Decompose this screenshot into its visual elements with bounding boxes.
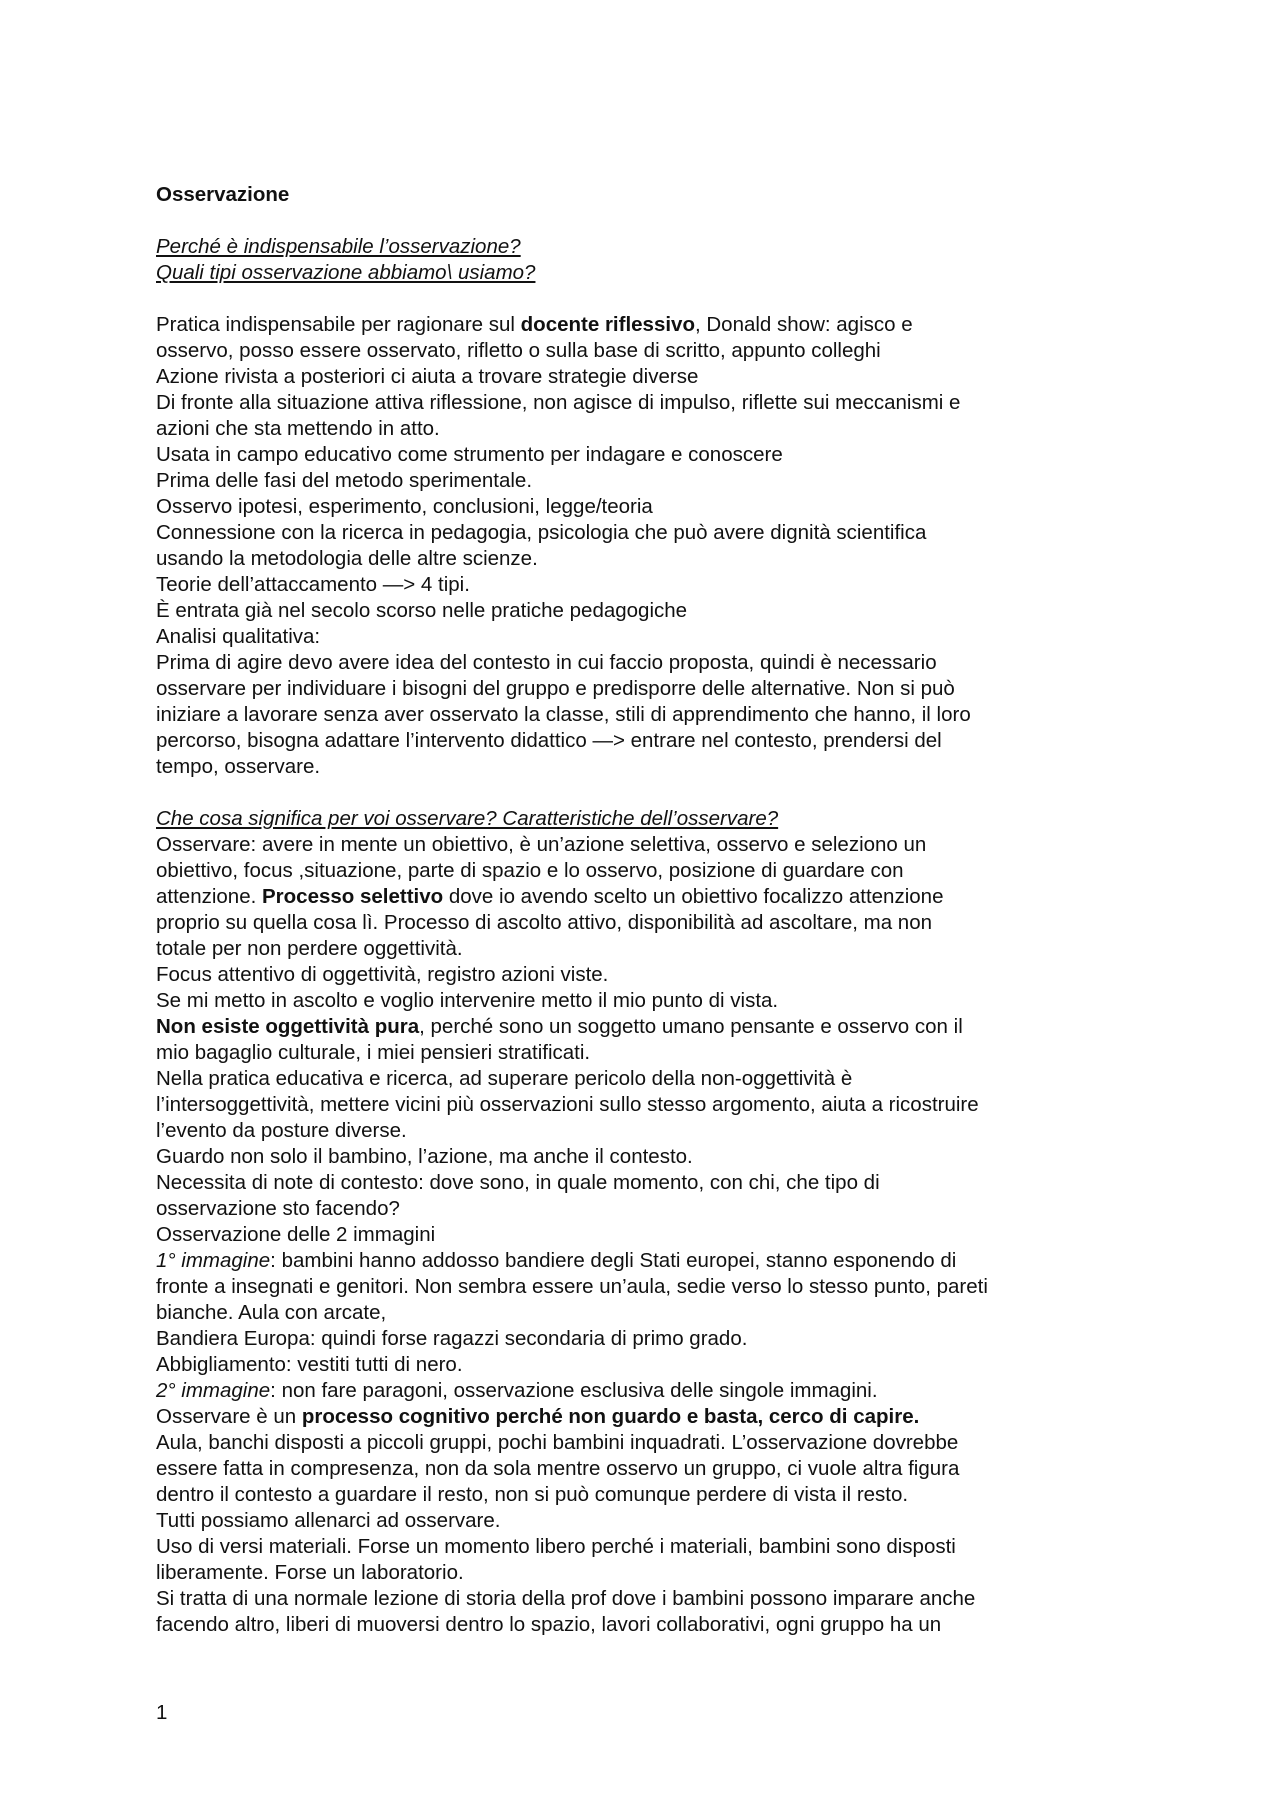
paragraph-line: osservo, posso essere osservato, rifletto o sulla base di scritto, appunto colleghi (156, 339, 881, 362)
document-title: Osservazione (156, 183, 290, 206)
paragraph-line (156, 884, 1136, 910)
text-run: Pratica indispensabile per ragionare sul (156, 313, 521, 336)
paragraph-line: Tutti possiamo allenarci ad osservare. (156, 1509, 501, 1532)
text-run: attenzione. (156, 885, 262, 908)
spacer (156, 780, 1136, 806)
paragraph-line: usando la metodologia delle altre scienze. (156, 547, 538, 570)
paragraph-line (156, 1404, 1136, 1430)
text-run: dove io avendo scelto un obiettivo focalizzo attenzione (443, 885, 944, 908)
paragraph-line: Azione rivista a posteriori ci aiuta a trovare strategie diverse (156, 365, 699, 388)
text-run: Osservare è un (156, 1405, 302, 1428)
page-number: 1 (156, 1701, 168, 1724)
question-heading: Perché è indispensabile l’osservazione? (156, 235, 521, 258)
paragraph-line: Osservo ipotesi, esperimento, conclusioni, legge/teoria (156, 495, 653, 518)
paragraph-line: Si tratta di una normale lezione di storia della prof dove i bambini possono imparare anche (156, 1587, 976, 1610)
paragraph-line: Guardo non solo il bambino, l’azione, ma anche il contesto. (156, 1145, 693, 1168)
paragraph-line: Osservare: avere in mente un obiettivo, è un’azione selettiva, osservo e seleziono un (156, 833, 927, 856)
paragraph-line: liberamente. Forse un laboratorio. (156, 1561, 464, 1584)
spacer (156, 286, 1136, 312)
text-run: : bambini hanno addosso bandiere degli Stati europei, stanno esponendo di (270, 1249, 957, 1272)
paragraph-line: Abbigliamento: vestiti tutti di nero. (156, 1353, 463, 1376)
paragraph-line: osservare per individuare i bisogni del gruppo e predisporre delle alternative. Non si può (156, 677, 955, 700)
paragraph-line: proprio su quella cosa lì. Processo di ascolto attivo, disponibilità ad ascoltare, ma non (156, 911, 933, 934)
bold-term: Processo selettivo (262, 885, 444, 908)
paragraph-line: mio bagaglio culturale, i miei pensieri stratificati. (156, 1041, 591, 1064)
italic-term: 2° immagine (156, 1379, 271, 1402)
paragraph-line: È entrata già nel secolo scorso nelle pratiche pedagogiche (156, 599, 688, 622)
paragraph-line: obiettivo, focus ,situazione, parte di spazio e lo osservo, posizione di guardare con (156, 859, 904, 882)
paragraph-line: Focus attentivo di oggettività, registro azioni viste. (156, 963, 609, 986)
paragraph-line: Se mi metto in ascolto e voglio intervenire metto il mio punto di vista. (156, 989, 779, 1012)
paragraph-line: osservazione sto facendo? (156, 1197, 400, 1220)
paragraph-line: l’intersoggettività, mettere vicini più osservazioni sullo stesso argomento, aiuta a ricostruire (156, 1093, 979, 1116)
italic-term: 1° immagine (156, 1249, 271, 1272)
paragraph-line (156, 1378, 1136, 1404)
paragraph-line: Bandiera Europa: quindi forse ragazzi secondaria di primo grado. (156, 1327, 748, 1350)
paragraph-line (156, 1014, 1136, 1040)
paragraph-line (156, 312, 1136, 338)
question-heading: Che cosa significa per voi osservare? Caratteristiche dell’osservare? (156, 807, 779, 830)
paragraph-line: bianche. Aula con arcate, (156, 1301, 387, 1324)
paragraph-line: Connessione con la ricerca in pedagogia, psicologia che può avere dignità scientifica (156, 521, 927, 544)
paragraph-line: Osservazione delle 2 immagini (156, 1223, 436, 1246)
paragraph-line: essere fatta in compresenza, non da sola mentre osservo un gruppo, ci vuole altra figura (156, 1457, 960, 1480)
paragraph-line: Necessita di note di contesto: dove sono, in quale momento, con chi, che tipo di (156, 1171, 880, 1194)
bold-term: docente riflessivo (520, 313, 695, 336)
paragraph-line: azioni che sta mettendo in atto. (156, 417, 440, 440)
text-run: , perché sono un soggetto umano pensante e osservo con il (419, 1015, 963, 1038)
paragraph-line: tempo, osservare. (156, 755, 321, 778)
paragraph-line: Uso di versi materiali. Forse un momento libero perché i materiali, bambini sono disposti (156, 1535, 956, 1558)
question-heading: Quali tipi osservazione abbiamo\ usiamo? (156, 261, 536, 284)
text-run: , Donald show: agisco e (694, 313, 913, 336)
paragraph-line: totale per non perdere oggettività. (156, 937, 463, 960)
paragraph-line: Analisi qualitativa: (156, 625, 321, 648)
bold-term: Non esiste oggettività pura (156, 1015, 420, 1038)
paragraph-line: facendo altro, liberi di muoversi dentro lo spazio, lavori collaborativi, ogni gruppo ha un (156, 1613, 942, 1636)
bold-term: processo cognitivo perché non guardo e basta, cerco di capire. (301, 1405, 920, 1428)
paragraph-line: dentro il contesto a guardare il resto, non si può comunque perdere di vista il resto. (156, 1483, 909, 1506)
paragraph-line: Prima delle fasi del metodo sperimentale. (156, 469, 533, 492)
paragraph-line: iniziare a lavorare senza aver osservato la classe, stili di apprendimento che hanno, il loro (156, 703, 971, 726)
paragraph-line: l’evento da posture diverse. (156, 1119, 407, 1142)
spacer (156, 208, 1136, 234)
document-page (156, 182, 1136, 1638)
paragraph-line: fronte a insegnati e genitori. Non sembra essere un’aula, sedie verso lo stesso punto, pareti (156, 1275, 988, 1298)
paragraph-line: Di fronte alla situazione attiva riflessione, non agisce di impulso, riflette sui meccanismi e (156, 391, 961, 414)
paragraph-line: percorso, bisogna adattare l’intervento didattico —> entrare nel contesto, prendersi del (156, 729, 942, 752)
paragraph-line: Nella pratica educativa e ricerca, ad superare pericolo della non-oggettività è (156, 1067, 853, 1090)
text-run: : non fare paragoni, osservazione esclusiva delle singole immagini. (270, 1379, 878, 1402)
paragraph-line (156, 1248, 1136, 1274)
paragraph-line: Prima di agire devo avere idea del contesto in cui faccio proposta, quindi è necessario (156, 651, 937, 674)
paragraph-line: Usata in campo educativo come strumento per indagare e conoscere (156, 443, 783, 466)
paragraph-line: Aula, banchi disposti a piccoli gruppi, pochi bambini inquadrati. L’osservazione dovrebbe (156, 1431, 959, 1454)
paragraph-line: Teorie dell’attaccamento —> 4 tipi. (156, 573, 470, 596)
